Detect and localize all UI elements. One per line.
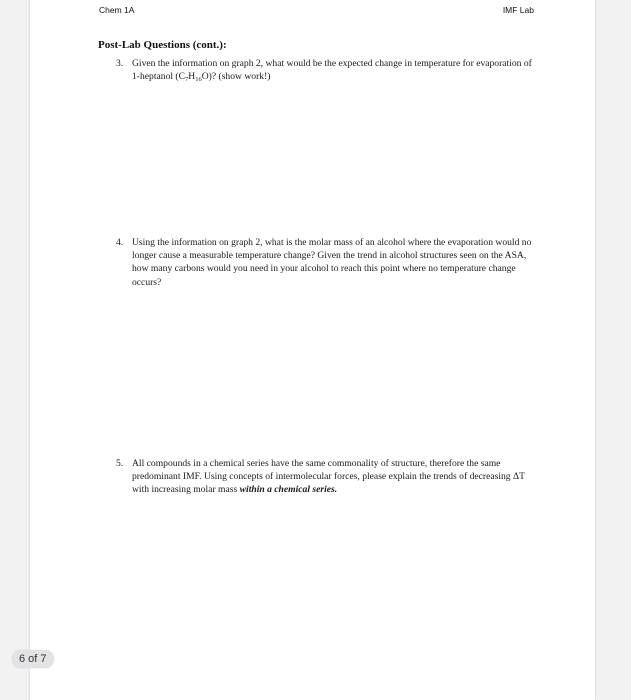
question-number: 4. xyxy=(116,237,124,248)
question-5 xyxy=(116,457,536,497)
header-course: Chem 1A xyxy=(99,5,135,15)
subscript: 7 xyxy=(185,76,189,84)
question-number: 3. xyxy=(116,58,124,69)
question-number: 5. xyxy=(116,458,124,469)
question-text: All compounds in a chemical series have the same commonality of structure, therefore the same predominant IMF. Using concepts of intermolecular forces, please explain the trends of decreasing ΔT with increasing molar mass within a chemical series. xyxy=(132,458,525,496)
header-lab-title: IMF Lab xyxy=(502,5,534,15)
document-page xyxy=(30,0,595,700)
emphasis-text: within a chemical series. xyxy=(239,484,338,496)
page-indicator: 6 of 7 xyxy=(12,650,54,668)
section-title: Post-Lab Questions (cont.): xyxy=(98,39,227,51)
question-3 xyxy=(116,57,536,83)
question-4 xyxy=(116,236,536,289)
subscript: 16 xyxy=(195,76,202,84)
question-text: Using the information on graph 2, what is the molar mass of an alcohol where the evaporation would no longer cause a measurable temperature change? Given the trend in alcohol structures seen on the ASA, how many carbons would you need in your alcohol to reach this point where no temperature change occurs? xyxy=(132,237,532,288)
question-text: Given the information on graph 2, what would be the expected change in temperature for evaporation of 1-heptanol $(C_7H_{16}O)$? (show work!) xyxy=(132,58,532,84)
